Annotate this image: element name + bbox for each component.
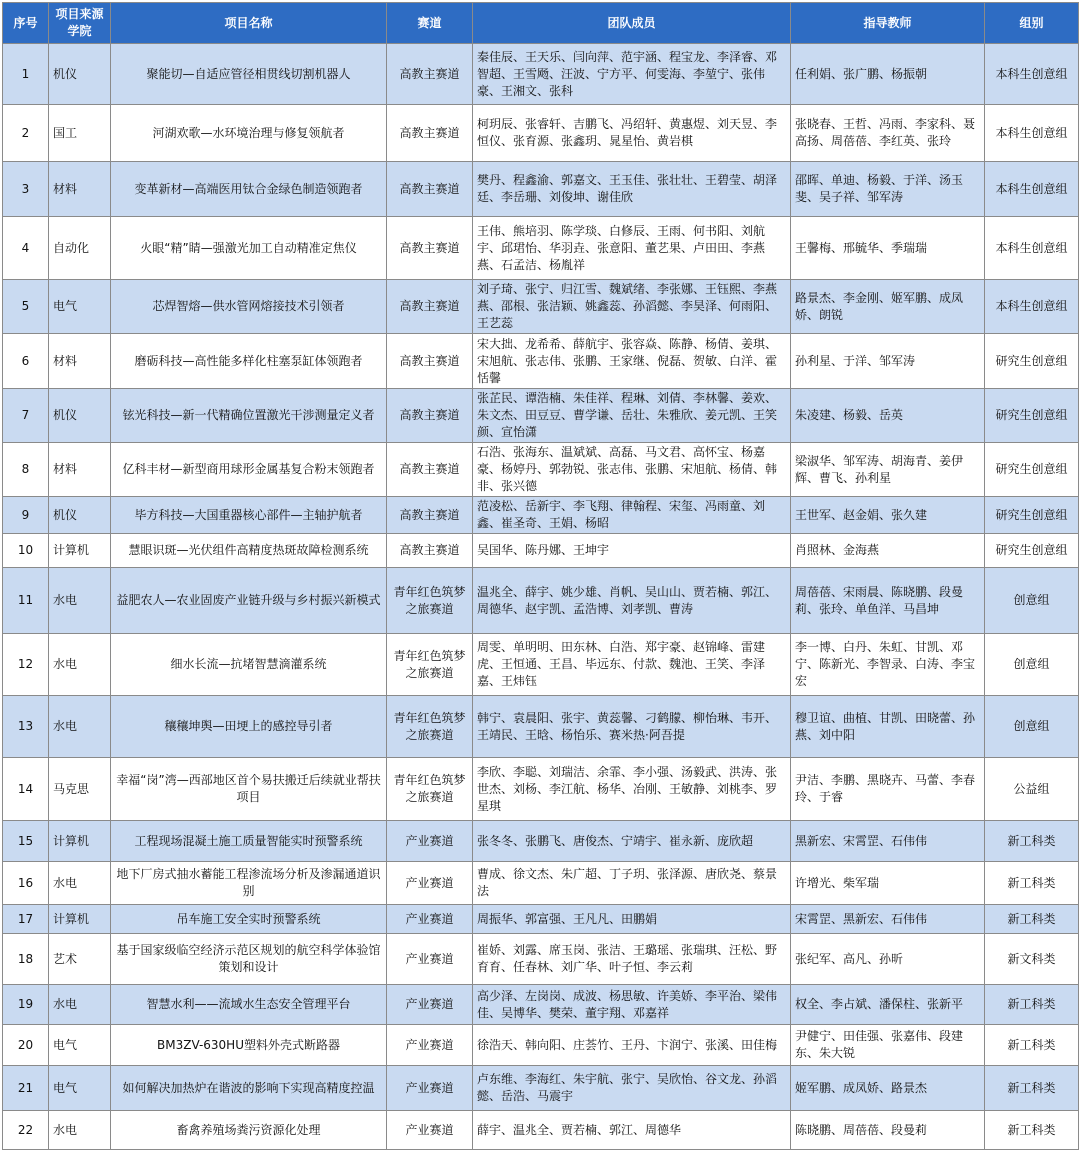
- cell-track: 高教主赛道: [387, 44, 473, 105]
- cell-college: 计算机: [49, 534, 111, 568]
- cell-advisors: 陈晓鹏、周蓓蓓、段曼莉: [791, 1111, 985, 1150]
- cell-college: 机仪: [49, 497, 111, 534]
- cell-project-name: 如何解决加热炉在谐波的影响下实现高精度控温: [111, 1066, 387, 1111]
- cell-college: 计算机: [49, 821, 111, 862]
- cell-group: 研究生创意组: [985, 497, 1079, 534]
- cell-track: 青年红色筑梦之旅赛道: [387, 696, 473, 758]
- cell-advisors: 任利娟、张广鹏、杨振朝: [791, 44, 985, 105]
- table-row: [3, 758, 1079, 821]
- cell-group: 研究生创意组: [985, 443, 1079, 497]
- cell-group: 新工科类: [985, 862, 1079, 905]
- cell-college: 电气: [49, 280, 111, 334]
- cell-track: 高教主赛道: [387, 443, 473, 497]
- table-row: [3, 821, 1079, 862]
- cell-project-name: 毕方科技—大国重器核心部件—主轴护航者: [111, 497, 387, 534]
- cell-group: 公益组: [985, 758, 1079, 821]
- cell-track: 产业赛道: [387, 1025, 473, 1066]
- cell-advisors: 尹健宁、田佳强、张嘉伟、段建东、朱大锐: [791, 1025, 985, 1066]
- cell-advisors: 梁淑华、邹军涛、胡海青、姜伊辉、曹飞、孙利星: [791, 443, 985, 497]
- cell-index: 17: [3, 905, 49, 934]
- table-row: [3, 534, 1079, 568]
- header-team-members: 团队成员: [473, 3, 791, 44]
- cell-index: 7: [3, 389, 49, 443]
- cell-advisors: 周蓓蓓、宋雨晨、陈晓鹏、段曼莉、张玲、单鱼洋、马昌坤: [791, 568, 985, 634]
- cell-college: 材料: [49, 334, 111, 389]
- cell-track: 产业赛道: [387, 905, 473, 934]
- cell-project-name: 工程现场混凝土施工质量智能实时预警系统: [111, 821, 387, 862]
- cell-team-members: 刘子琦、张宁、归江雪、魏斌绪、李张娜、王钰熙、李燕燕、邵根、张洁颖、姚鑫蕊、孙滔懿、李昊泽、何雨阳、王艺蕊: [473, 280, 791, 334]
- cell-index: 16: [3, 862, 49, 905]
- cell-group: 创意组: [985, 568, 1079, 634]
- cell-index: 18: [3, 934, 49, 985]
- cell-group: 本科生创意组: [985, 217, 1079, 280]
- header-college: 项目来源学院: [49, 3, 111, 44]
- cell-team-members: 李欣、李聪、刘瑞洁、余霏、李小强、汤毅武、洪涛、张世杰、刘杨、李江航、杨华、冶刚、王敏静、刘桃李、罗星琪: [473, 758, 791, 821]
- cell-team-members: 吴国华、陈丹娜、王坤宇: [473, 534, 791, 568]
- cell-group: 新工科类: [985, 821, 1079, 862]
- cell-college: 水电: [49, 568, 111, 634]
- table-row: [3, 905, 1079, 934]
- cell-project-name: 芯焊智熔—供水管网熔接技术引领者: [111, 280, 387, 334]
- cell-college: 材料: [49, 162, 111, 217]
- table-row: [3, 862, 1079, 905]
- cell-team-members: 温兆全、薛宇、姚少雄、肖帆、吴山山、贾若楠、郭江、周德华、赵宇凯、孟浩博、刘孝凯、曹涛: [473, 568, 791, 634]
- cell-college: 水电: [49, 1111, 111, 1150]
- cell-index: 4: [3, 217, 49, 280]
- cell-index: 2: [3, 105, 49, 162]
- cell-advisors: 孙利星、于洋、邹军涛: [791, 334, 985, 389]
- cell-group: 新文科类: [985, 934, 1079, 985]
- cell-group: 新工科类: [985, 1025, 1079, 1066]
- cell-track: 高教主赛道: [387, 534, 473, 568]
- cell-project-name: BM3ZV-630HU塑料外壳式断路器: [111, 1025, 387, 1066]
- cell-team-members: 张冬冬、张鹏飞、唐俊杰、宁靖宇、崔永新、庞欣超: [473, 821, 791, 862]
- cell-index: 6: [3, 334, 49, 389]
- cell-project-name: 聚能切—自适应管径相贯线切割机器人: [111, 44, 387, 105]
- cell-project-name: 畜禽养殖场粪污资源化处理: [111, 1111, 387, 1150]
- table-row: [3, 985, 1079, 1025]
- cell-group: 研究生创意组: [985, 534, 1079, 568]
- table-row: [3, 443, 1079, 497]
- cell-index: 10: [3, 534, 49, 568]
- cell-track: 青年红色筑梦之旅赛道: [387, 634, 473, 696]
- cell-team-members: 周雯、单明明、田东林、白浩、郑宇豪、赵锦峰、雷建虎、王恒通、王昌、毕远东、付款、魏池、王笑、李泽嘉、王炜钰: [473, 634, 791, 696]
- cell-college: 电气: [49, 1025, 111, 1066]
- cell-advisors: 穆卫谊、曲植、甘凯、田晓蕾、孙燕、刘中阳: [791, 696, 985, 758]
- cell-track: 高教主赛道: [387, 105, 473, 162]
- cell-team-members: 高少泽、左岗岗、成波、杨思敏、许美娇、李平治、梁伟佳、吴博华、樊荣、董宇翔、邓嘉祥: [473, 985, 791, 1025]
- cell-advisors: 王世军、赵金娟、张久建: [791, 497, 985, 534]
- cell-group: 新工科类: [985, 1066, 1079, 1111]
- cell-index: 19: [3, 985, 49, 1025]
- cell-index: 20: [3, 1025, 49, 1066]
- cell-index: 13: [3, 696, 49, 758]
- cell-group: 新工科类: [985, 985, 1079, 1025]
- cell-college: 自动化: [49, 217, 111, 280]
- cell-track: 高教主赛道: [387, 162, 473, 217]
- cell-advisors: 许增光、柴军瑞: [791, 862, 985, 905]
- cell-group: 本科生创意组: [985, 44, 1079, 105]
- header-track: 赛道: [387, 3, 473, 44]
- cell-index: 21: [3, 1066, 49, 1111]
- cell-team-members: 石浩、张海东、温斌斌、高磊、马文君、高怀宝、杨嘉豪、杨婷丹、郭勃锐、张志伟、张鹏、宋旭航、杨倩、韩非、张兴德: [473, 443, 791, 497]
- cell-college: 国工: [49, 105, 111, 162]
- cell-group: 本科生创意组: [985, 280, 1079, 334]
- cell-project-name: 变革新材—高端医用钛合金绿色制造领跑者: [111, 162, 387, 217]
- cell-project-name: 吊车施工安全实时预警系统: [111, 905, 387, 934]
- cell-team-members: 薛宇、温兆全、贾若楠、郭江、周德华: [473, 1111, 791, 1150]
- cell-team-members: 宋大拙、龙希希、薛航宇、张容焱、陈静、杨倩、姜琪、宋旭航、张志伟、张鹏、王家继、倪磊、贺敏、白洋、霍恬馨: [473, 334, 791, 389]
- table-row: [3, 217, 1079, 280]
- cell-project-name: 穰穰坤舆—田埂上的感控导引者: [111, 696, 387, 758]
- table-row: [3, 334, 1079, 389]
- cell-project-name: 益肥农人—农业固废产业链升级与乡村振兴新模式: [111, 568, 387, 634]
- cell-project-name: 细水长流—抗堵智慧滴灌系统: [111, 634, 387, 696]
- table-row: [3, 1025, 1079, 1066]
- cell-advisors: 张晓春、王哲、冯雨、李家科、聂高扬、周蓓蓓、李红英、张玲: [791, 105, 985, 162]
- cell-project-name: 磨砺科技—高性能多样化柱塞泵缸体领跑者: [111, 334, 387, 389]
- cell-project-name: 火眼“精”睛—强激光加工自动精准定焦仪: [111, 217, 387, 280]
- cell-track: 产业赛道: [387, 985, 473, 1025]
- table-row: [3, 696, 1079, 758]
- cell-advisors: 姬军鹏、成凤娇、路景杰: [791, 1066, 985, 1111]
- header-project-name: 项目名称: [111, 3, 387, 44]
- cell-advisors: 权全、李占斌、潘保柱、张新平: [791, 985, 985, 1025]
- cell-group: 研究生创意组: [985, 389, 1079, 443]
- cell-advisors: 尹洁、李鹏、黑晓卉、马蕾、李春玲、于睿: [791, 758, 985, 821]
- cell-college: 水电: [49, 696, 111, 758]
- cell-team-members: 曹成、徐文杰、朱广超、丁子玥、张泽源、唐欣尧、蔡景法: [473, 862, 791, 905]
- cell-index: 5: [3, 280, 49, 334]
- cell-advisors: 王馨梅、邢毓华、季瑞瑞: [791, 217, 985, 280]
- cell-group: 研究生创意组: [985, 334, 1079, 389]
- cell-index: 3: [3, 162, 49, 217]
- table-row: [3, 280, 1079, 334]
- cell-college: 水电: [49, 985, 111, 1025]
- cell-track: 产业赛道: [387, 821, 473, 862]
- cell-advisors: 黑新宏、宋霄罡、石伟伟: [791, 821, 985, 862]
- cell-advisors: 朱凌建、杨毅、岳英: [791, 389, 985, 443]
- cell-college: 材料: [49, 443, 111, 497]
- cell-team-members: 樊丹、程鑫渝、郭嘉文、王玉佳、张壮壮、王碧莹、胡泽廷、李岳珊、刘俊坤、谢佳欣: [473, 162, 791, 217]
- cell-college: 水电: [49, 862, 111, 905]
- cell-track: 高教主赛道: [387, 217, 473, 280]
- cell-advisors: 宋霄罡、黑新宏、石伟伟: [791, 905, 985, 934]
- header-index: 序号: [3, 3, 49, 44]
- header-row: [3, 3, 1079, 44]
- cell-college: 艺术: [49, 934, 111, 985]
- cell-index: 9: [3, 497, 49, 534]
- cell-college: 电气: [49, 1066, 111, 1111]
- table-row: [3, 1066, 1079, 1111]
- cell-advisors: 肖照林、金海燕: [791, 534, 985, 568]
- cell-track: 青年红色筑梦之旅赛道: [387, 568, 473, 634]
- cell-project-name: 慧眼识斑—光伏组件高精度热斑故障检测系统: [111, 534, 387, 568]
- cell-team-members: 秦佳辰、王天乐、闫向萍、范宇涵、程宝龙、李泽睿、邓智超、王雪飏、汪波、宁方平、何雯海、李堃宁、张伟豪、王湘文、张科: [473, 44, 791, 105]
- cell-track: 产业赛道: [387, 934, 473, 985]
- cell-project-name: 基于国家级临空经济示范区规划的航空科学体验馆策划和设计: [111, 934, 387, 985]
- cell-team-members: 张芷民、谭浩楠、朱佳祥、程琳、刘倩、李林馨、姜欢、朱文杰、田豆豆、曹学谦、岳壮、朱雅欣、姜元凯、王笑颜、宣怡潇: [473, 389, 791, 443]
- cell-project-name: 智慧水利——流域水生态安全管理平台: [111, 985, 387, 1025]
- cell-college: 机仪: [49, 389, 111, 443]
- cell-team-members: 崔娇、刘露、席玉岗、张洁、王璐瑶、张瑞琪、汪松、野育育、任春林、刘广华、叶子恒、李云莉: [473, 934, 791, 985]
- table-row: [3, 1111, 1079, 1150]
- cell-group: 创意组: [985, 696, 1079, 758]
- cell-advisors: 李一博、白丹、朱虹、甘凯、邓宁、陈新光、李智录、白涛、李宝宏: [791, 634, 985, 696]
- cell-team-members: 周振华、郭富强、王凡凡、田鹏娟: [473, 905, 791, 934]
- cell-track: 高教主赛道: [387, 334, 473, 389]
- cell-project-name: 河湖欢歌—水环境治理与修复领航者: [111, 105, 387, 162]
- cell-team-members: 柯玥辰、张睿轩、吉鹏飞、冯绍轩、黄惠煜、刘天昱、李恒仪、张育源、张鑫玥、晁星怡、黄岩棋: [473, 105, 791, 162]
- cell-group: 创意组: [985, 634, 1079, 696]
- cell-project-name: 地下厂房式抽水蓄能工程渗流场分析及渗漏通道识别: [111, 862, 387, 905]
- cell-advisors: 张纪军、高凡、孙昕: [791, 934, 985, 985]
- cell-team-members: 徐浩天、韩向阳、庄荟竹、王丹、卞润宁、张溪、田佳梅: [473, 1025, 791, 1066]
- table-row: [3, 389, 1079, 443]
- cell-team-members: 韩宁、袁晨阳、张宇、黄蕊馨、刁鹤朦、柳怡琳、韦开、王靖民、王晗、杨怡乐、赛米热·阿吾提: [473, 696, 791, 758]
- cell-team-members: 卢东维、李海红、朱宇航、张宁、吴欣怡、谷文龙、孙滔懿、岳浩、马震宇: [473, 1066, 791, 1111]
- cell-advisors: 邵晖、单迪、杨毅、于洋、汤玉斐、吴子祥、邹军涛: [791, 162, 985, 217]
- cell-track: 青年红色筑梦之旅赛道: [387, 758, 473, 821]
- table-body: [3, 44, 1079, 1150]
- header-group: 组别: [985, 3, 1079, 44]
- cell-project-name: 铉光科技—新一代精确位置激光干涉测量定义者: [111, 389, 387, 443]
- cell-track: 高教主赛道: [387, 280, 473, 334]
- cell-track: 产业赛道: [387, 1111, 473, 1150]
- table-row: [3, 105, 1079, 162]
- cell-group: 本科生创意组: [985, 162, 1079, 217]
- table-row: [3, 934, 1079, 985]
- table-row: [3, 568, 1079, 634]
- cell-index: 12: [3, 634, 49, 696]
- cell-track: 产业赛道: [387, 862, 473, 905]
- cell-group: 本科生创意组: [985, 105, 1079, 162]
- cell-project-name: 幸福“岗”湾—西部地区首个易扶搬迁后续就业帮扶项目: [111, 758, 387, 821]
- cell-track: 高教主赛道: [387, 389, 473, 443]
- cell-index: 22: [3, 1111, 49, 1150]
- cell-group: 新工科类: [985, 905, 1079, 934]
- cell-index: 14: [3, 758, 49, 821]
- cell-college: 机仪: [49, 44, 111, 105]
- cell-project-name: 亿科丰材—新型商用球形金属基复合粉末领跑者: [111, 443, 387, 497]
- award-table: [2, 2, 1079, 1150]
- cell-group: 新工科类: [985, 1111, 1079, 1150]
- header-advisors: 指导教师: [791, 3, 985, 44]
- cell-team-members: 范凌松、岳新宇、李飞翔、律翰程、宋玺、冯雨童、刘鑫、崔圣奇、王娟、杨昭: [473, 497, 791, 534]
- table-row: [3, 634, 1079, 696]
- table-row: [3, 44, 1079, 105]
- cell-advisors: 路景杰、李金刚、姬军鹏、成凤娇、朗锐: [791, 280, 985, 334]
- cell-track: 产业赛道: [387, 1066, 473, 1111]
- cell-index: 8: [3, 443, 49, 497]
- cell-track: 高教主赛道: [387, 497, 473, 534]
- cell-college: 计算机: [49, 905, 111, 934]
- cell-team-members: 王伟、熊培羽、陈学琰、白修辰、王雨、何书阳、刘航宇、邱珺怡、华羽垚、张意阳、董艺果、卢田田、李燕燕、石孟洁、杨胤祥: [473, 217, 791, 280]
- cell-index: 15: [3, 821, 49, 862]
- cell-college: 水电: [49, 634, 111, 696]
- cell-index: 1: [3, 44, 49, 105]
- cell-college: 马克思: [49, 758, 111, 821]
- table-row: [3, 162, 1079, 217]
- cell-index: 11: [3, 568, 49, 634]
- table-row: [3, 497, 1079, 534]
